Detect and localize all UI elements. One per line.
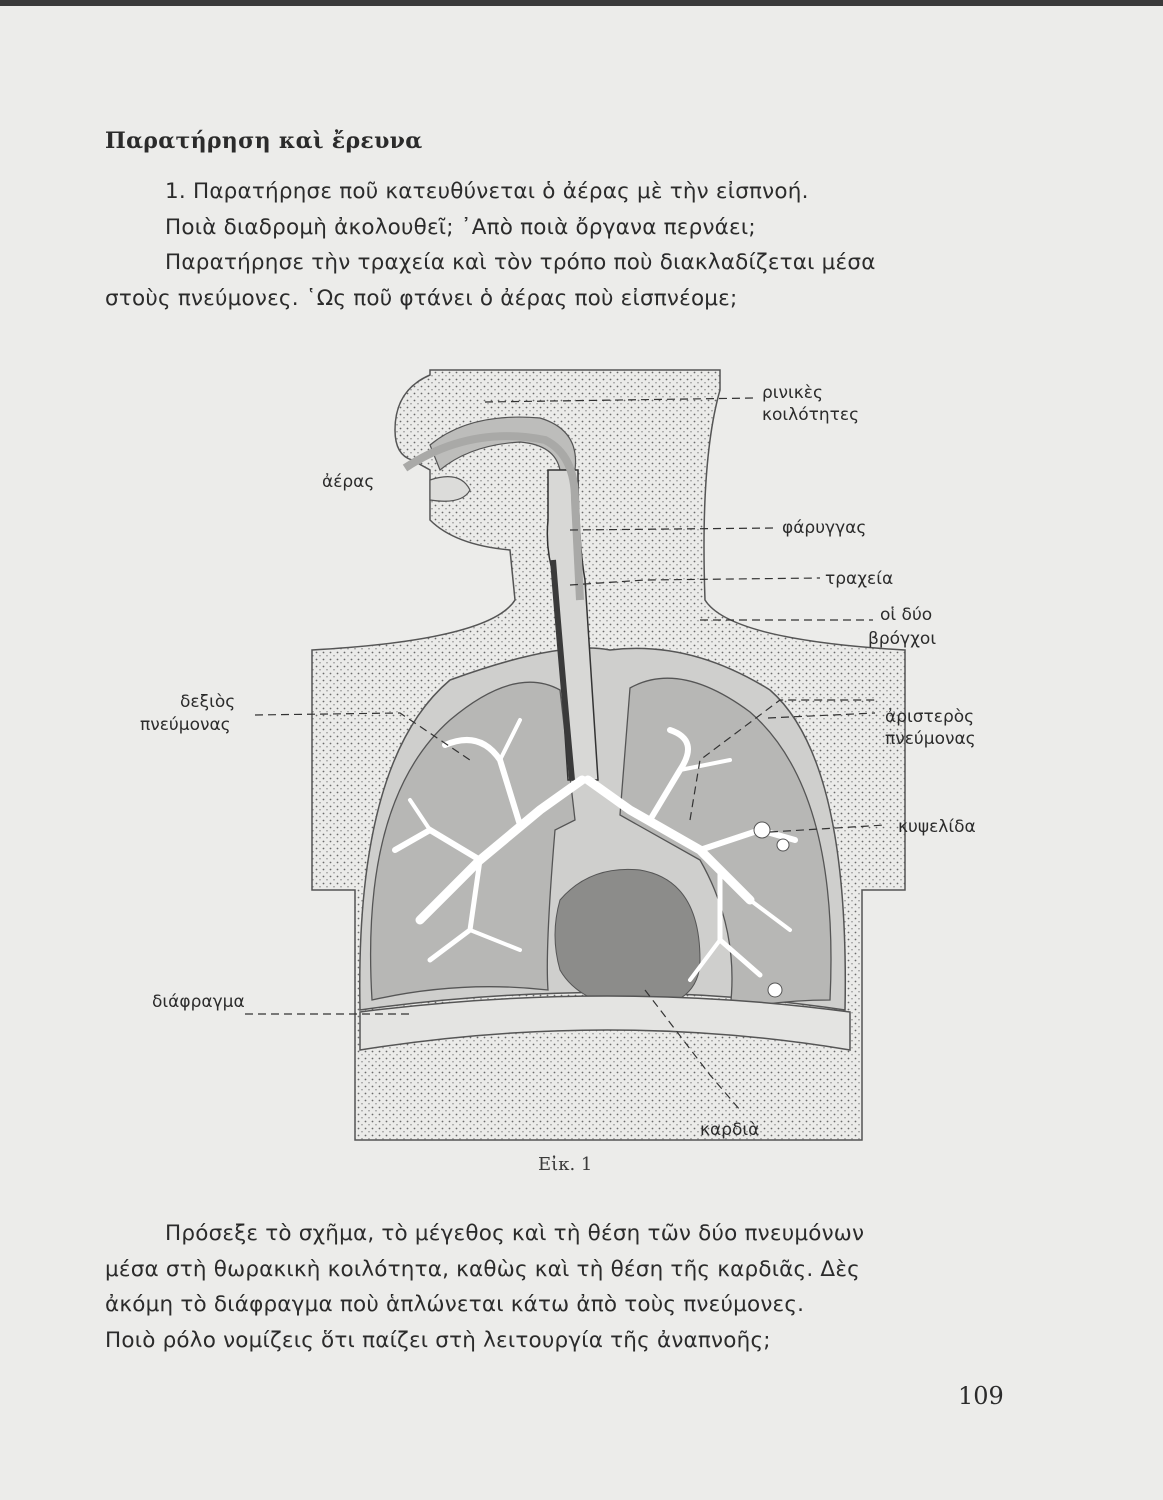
label-bronchi-1: οἱ δύο — [880, 605, 933, 625]
intro-line: Παρατήρησε τὴν τραχεία καὶ τὸν τρόπο ποὺ διακλαδίζεται μέσα — [165, 250, 876, 276]
intro-line: 1. Παρατήρησε ποῦ κατευθύνεται ὁ ἀέρας μὲ τὴν εἰσπνοή. — [165, 179, 809, 204]
label-trachea: τραχεία — [825, 569, 894, 589]
heart-shape — [555, 869, 700, 1010]
closing-line: μέσα στὴ θωρακικὴ κοιλότητα, καθὼς καὶ τὴ θέση τῆς καρδιᾶς. Δὲς — [105, 1256, 860, 1282]
alveolus-sac — [777, 839, 789, 851]
intro-line: στοὺς πνεύμονες. ῾Ως ποῦ φτάνει ὁ ἀέρας ποὺ εἰσπνέομε; — [105, 285, 738, 311]
alveolus-sac — [754, 822, 770, 838]
closing-line: ἀκόμη τὸ διάφραγμα ποὺ ἁπλώνεται κάτω ἀπὸ τοὺς πνεύμονες. — [105, 1292, 805, 1318]
scan-top-edge — [0, 0, 1163, 6]
label-alveolus: κυψελίδα — [898, 817, 976, 837]
label-nasal-cavities-1: ρινικὲς — [762, 383, 823, 403]
label-air: ἀέρας — [322, 472, 375, 492]
intro-line: Ποιὰ διαδρομὴ ἀκολουθεῖ; ᾿Απὸ ποιὰ ὄργανα περνάει; — [165, 214, 756, 240]
label-heart: καρδιὰ — [700, 1120, 760, 1140]
closing-paragraph — [105, 1216, 1005, 1358]
alveolus-sac — [768, 983, 782, 997]
figure-caption: Εἰκ. 1 — [538, 1154, 593, 1175]
intro-paragraph — [105, 174, 1005, 316]
section-heading: Παρατήρηση καὶ ἔρευνα — [105, 128, 423, 154]
label-nasal-cavities-2: κοιλότητες — [762, 405, 860, 425]
label-left-lung-1: ἀριστερὸς — [885, 707, 975, 727]
closing-line: Πρόσεξε τὸ σχῆμα, τὸ μέγεθος καὶ τὴ θέση τῶν δύο πνευμόνων — [165, 1221, 865, 1246]
respiratory-system-figure — [100, 360, 1100, 1180]
closing-line: Ποιὸ ρόλο νομίζεις ὅτι παίζει στὴ λειτουργία τῆς ἀναπνοῆς; — [105, 1327, 771, 1353]
label-pharynx: φάρυγγας — [782, 518, 867, 538]
label-left-lung-2: πνεύμονας — [885, 729, 976, 749]
label-bronchi-2: βρόγχοι — [868, 629, 937, 649]
label-right-lung-1: δεξιὸς — [180, 692, 236, 712]
label-right-lung-2: πνεύμονας — [140, 715, 231, 735]
label-diaphragm: διάφραγμα — [152, 992, 245, 1012]
page-number: 109 — [958, 1382, 1004, 1410]
